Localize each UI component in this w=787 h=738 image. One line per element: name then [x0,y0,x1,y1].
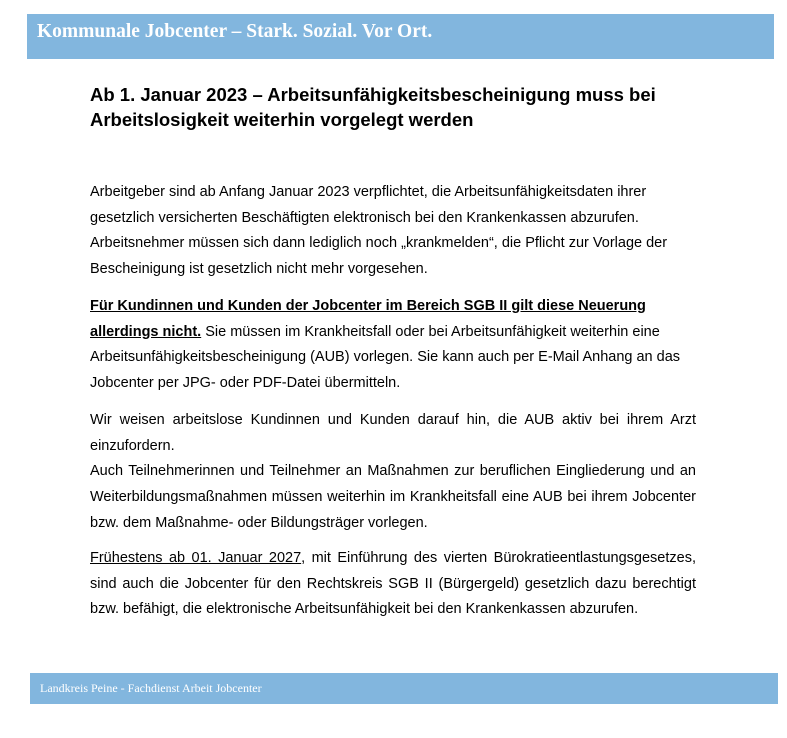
paragraph-jobcenter-exception [90,294,696,397]
exception-emphasis: Für Kundinnen und Kunden der Jobcenter im Bereich SGB II gilt diese Neuerung allerdings nicht. [90,298,646,340]
paragraph-future-change [90,546,696,623]
notice-line-participants: Auch Teilnehmerinnen und Teilnehmer an Maßnahmen zur beruflichen Eingliederung und an Weiterbildungsmaßnahmen müssen weiterhin im Krankheitsfall eine AUB bei ihrem Jobcenter bzw. dem Maßnahme- oder Bildungsträger vorlegen. [90,463,696,531]
page-title: Ab 1. Januar 2023 – Arbeitsunfähigkeitsbescheinigung muss bei Arbeitslosigkeit weiterhin vorgelegt werden [90,84,656,130]
footer-banner [30,673,778,704]
header-banner [27,14,774,59]
future-date-emphasis: Frühestens ab 01. Januar 2027 [90,550,302,566]
exception-details: Sie müssen im Krankheitsfall oder bei Arbeitsunfähigkeit weiterhin eine Arbeitsunfähigkeitsbescheinigung (AUB) vorlegen. Sie kann auch per E-Mail Anhang an das Jobcenter per JPG- oder PDF-Datei übermitteln. [90,323,681,392]
paragraph-notice [90,408,696,537]
notice-line-doctor: Wir weisen arbeitslose Kundinnen und Kunden darauf hin, die AUB aktiv bei ihrem Arzt einzufordern. [90,412,696,454]
future-details: , mit Einführung des vierten Bürokratieentlastungsgesetzes, sind auch die Jobcenter für den Rechtskreis SGB II (Bürgergeld) gesetzlich dazu berechtigt bzw. befähigt, die elektronische Arbeitsunfähigkeit bei den Krankenkassen abzurufen. [90,550,696,618]
header-title: Kommunale Jobcenter – Stark. Sozial. Vor Ort. [37,21,433,42]
footer-text: Landkreis Peine - Fachdienst Arbeit Jobcenter [40,681,262,695]
paragraph-employer-info: Arbeitgeber sind ab Anfang Januar 2023 verpflichtet, die Arbeitsunfähigkeitsdaten ihrer gesetzlich versicherten Beschäftigten elektronisch bei den Krankenkassen abzurufen. Arbeitsnehmer müssen sich dann lediglich noch „krankmelden“, die Pflicht zur Vorlage der Bescheinigung ist gesetzlich nicht mehr vorgesehen. [90,184,668,278]
